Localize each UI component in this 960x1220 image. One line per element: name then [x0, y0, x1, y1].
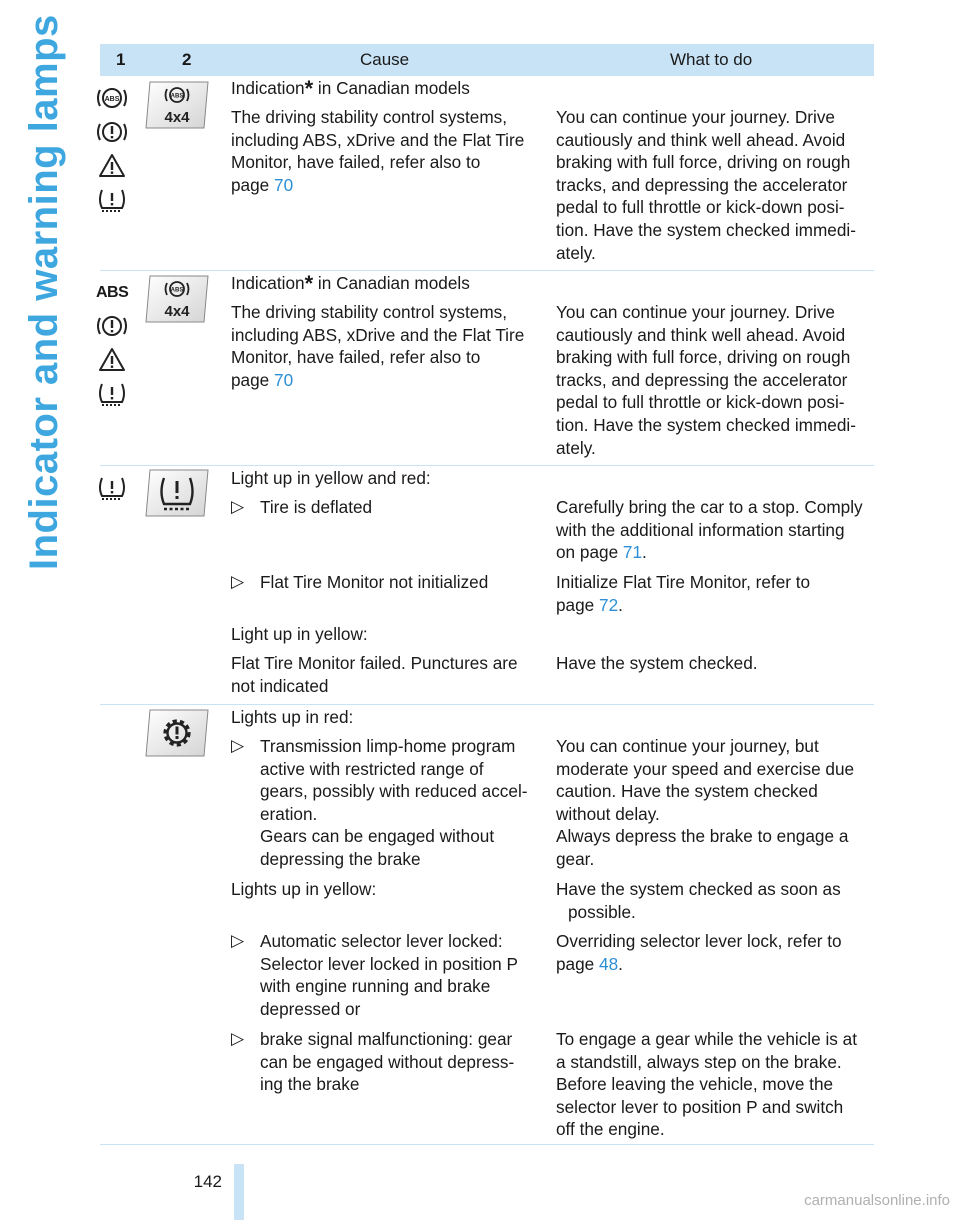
- cause-text: The driving stability control systems, including ABS, xDrive and the Flat Tire Monitor, have failed, refer also to page 70: [231, 302, 525, 390]
- transmission-gear-warning-icon: [144, 708, 210, 758]
- svg-text:ABS: ABS: [104, 96, 120, 103]
- header-col-2: 2: [182, 50, 192, 69]
- page-link[interactable]: 72: [599, 594, 619, 615]
- tire-pressure-icon: [96, 186, 128, 214]
- row-intro: Light up in yellow and red:: [231, 468, 431, 488]
- svg-text:ABS: ABS: [170, 93, 184, 100]
- action-text: To engage a gear while the vehicle is at a standstill, always step on the brake. Before leaving the vehicle, move the selector lever to position P and switch off the engine.: [556, 1029, 857, 1140]
- action-text: You can continue your journey. Drive cautiously and think well ahead. Avoid braking with full force, driving on rough tracks, and depressing the accelerator pedal to full throttle or kick-down posi- tion. Have the system checked immedi- ately.: [556, 302, 856, 458]
- svg-text:4x4: 4x4: [164, 303, 190, 320]
- page-link[interactable]: 48: [599, 953, 619, 974]
- cause-text: Flat Tire Monitor not initialized: [260, 572, 489, 592]
- page-link[interactable]: 70: [274, 369, 294, 390]
- cause-text: Transmission limp-home program active with restricted range of gears, possibly with reduced accel- eration. Gears can be engaged without depressing the brake: [260, 736, 528, 869]
- action-text: You can continue your journey. Drive cautiously and think well ahead. Avoid braking with full force, driving on rough tracks, and depressing the accelerator pedal to full throttle or kick-down posi- tion. Have the system checked immedi- ately.: [556, 107, 856, 263]
- bullet-arrow-icon: ▷: [231, 572, 245, 591]
- row-divider: [100, 270, 874, 271]
- action-text: Have the system checked as soon as possible.: [556, 879, 841, 922]
- brake-warning-icon: [96, 118, 128, 146]
- sidebar-title: Indicator and warning lamps: [22, 14, 66, 570]
- header-cause: Cause: [360, 50, 410, 69]
- header-what-to-do: What to do: [670, 50, 753, 69]
- row-intro: Indication* in Canadian models: [231, 76, 470, 101]
- row-subintro: Lights up in yellow:: [231, 879, 377, 899]
- action-text: Initialize Flat Tire Monitor, refer to page 72.: [556, 572, 811, 615]
- bullet-arrow-icon: ▷: [231, 931, 245, 950]
- tire-pressure-icon: [96, 474, 128, 502]
- tire-pressure-large-icon: [144, 468, 210, 518]
- action-text: Overriding selector lever lock, refer to page 48.: [556, 931, 842, 974]
- row-divider: [100, 704, 874, 705]
- table-header: [100, 44, 874, 76]
- header-col-1: 1: [116, 50, 126, 69]
- page-number-bar: [234, 1164, 244, 1220]
- action-text: Have the system checked.: [556, 653, 758, 673]
- bullet-arrow-icon: ▷: [231, 1029, 245, 1048]
- row-subintro: Light up in yellow:: [231, 624, 368, 644]
- abs-4x4-icon: [144, 274, 210, 324]
- cause-text: Tire is deflated: [260, 497, 373, 517]
- watermark: carmanualsonline.info: [804, 1192, 950, 1209]
- abs-text-icon: ABS: [96, 284, 129, 301]
- warning-triangle-icon: [98, 152, 126, 180]
- cause-text: brake signal malfunctioning: gear can be engaged without depress- ing the brake: [260, 1029, 515, 1095]
- warning-triangle-icon: [98, 346, 126, 374]
- tire-pressure-icon: [96, 380, 128, 408]
- action-text: You can continue your journey, but moderate your speed and exercise due caution. Have the system checked without delay. Always depress the brake to engage a gear.: [556, 736, 855, 869]
- bullet-arrow-icon: ▷: [231, 497, 245, 516]
- action-text: Carefully bring the car to a stop. Comply with the additional information starting on page 71.: [556, 497, 863, 563]
- page-link[interactable]: 71: [622, 542, 643, 563]
- bullet-arrow-icon: ▷: [231, 736, 245, 755]
- page-link[interactable]: 70: [274, 174, 294, 195]
- page-number: 142: [193, 1172, 222, 1191]
- cause-text: The driving stability control systems, including ABS, xDrive and the Flat Tire Monitor, have failed, refer also to page 70: [231, 107, 525, 195]
- brake-warning-icon: [96, 312, 128, 340]
- row-intro: Indication* in Canadian models: [231, 271, 470, 296]
- row-divider: [100, 465, 874, 466]
- svg-text:4x4: 4x4: [164, 109, 190, 126]
- svg-text:ABS: ABS: [170, 287, 184, 294]
- row-divider: [100, 1144, 874, 1145]
- cause-text: Flat Tire Monitor failed. Punctures are not indicated: [231, 653, 518, 696]
- row-intro: Lights up in red:: [231, 707, 354, 727]
- abs-circle-icon: [96, 84, 128, 112]
- abs-4x4-icon: [144, 80, 210, 130]
- cause-text: Automatic selector lever locked: Selector lever locked in position P with engine running and brake depressed or: [260, 931, 518, 1019]
